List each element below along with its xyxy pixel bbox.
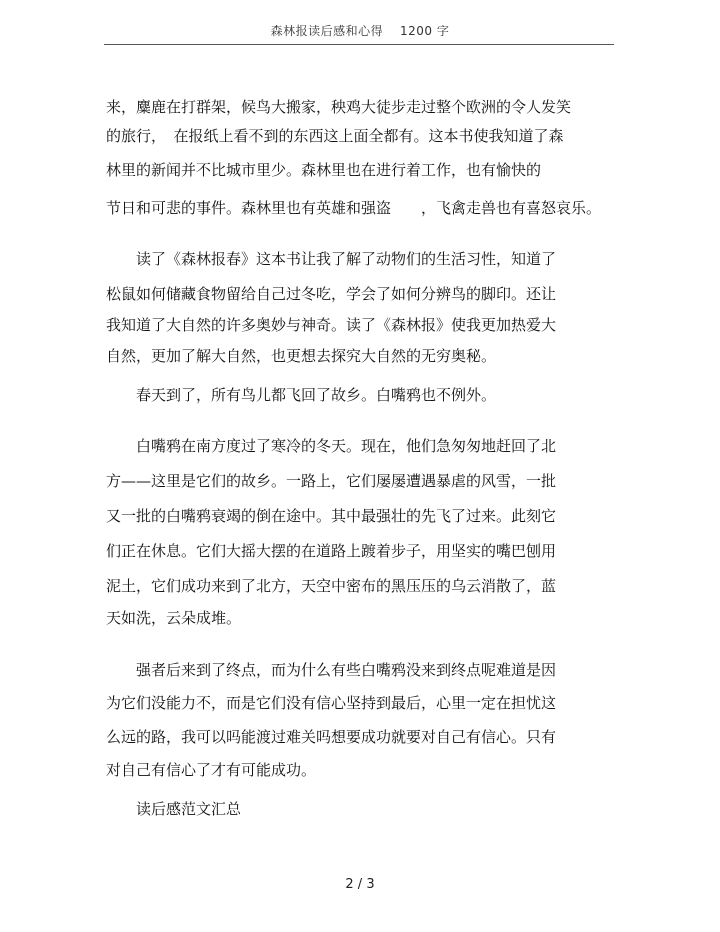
text-line: 春天到了，所有鸟儿都飞回了故乡。白嘴鸦也不例外。 — [106, 386, 497, 404]
text-line: 读了《森林报春》这本书让我了解了动物们的生活习性，知道了 — [106, 250, 557, 268]
text-line: 泥土，它们成功来到了北方，天空中密布的黑压压的乌云消散了，蓝 — [106, 577, 557, 595]
text-line: 为它们没能力不，而是它们没有信心坚持到最后，心里一定在担忧这 — [106, 694, 557, 712]
text-line: 我知道了大自然的许多奥妙与神奇。读了《森林报》使我更加热爱大 — [106, 316, 557, 334]
text-line: 松鼠如何储藏食物留给自己过冬吃，学会了如何分辨鸟的脚印。还让 — [106, 285, 557, 303]
text-line: 来，麋鹿在打群架，候鸟大搬家，秧鸡大徒步走过整个欧洲的令人发笑 — [106, 98, 572, 116]
text-line: 们正在休息。它们大摇大摆的在道路上踱着步子，用坚实的嘴巴刨用 — [106, 542, 557, 560]
text-line: 么远的路，我可以吗能渡过难关吗想要成功就要对自己有信心。只有 — [106, 728, 557, 746]
text-line: 的旅行， 在报纸上看不到的东西这上面全都有。这本书使我知道了森 — [106, 127, 564, 145]
header-divider — [104, 44, 614, 45]
text-line: 强者后来到了终点，而为什么有些白嘴鸦没来到终点呢难道是因 — [106, 661, 557, 679]
text-line: 自然，更加了解大自然，也更想去探究大自然的无穷奥秘。 — [106, 347, 497, 365]
page-number: 2 / 3 — [345, 877, 375, 892]
section-heading: 读后感范文汇总 — [106, 800, 242, 818]
text-line: 节日和可悲的事件。森林里也有英雄和强盗 ，飞禽走兽也有喜怒哀乐。 — [106, 199, 602, 217]
text-line: 又一批的白嘴鸦衰竭的倒在途中。其中最强壮的先飞了过来。此刻它 — [106, 507, 557, 525]
text-line: 方——这里是它们的故乡。一路上，它们屡屡遭遇暴虐的风雪，一批 — [106, 472, 557, 490]
text-line: 对自己有信心了才有可能成功。 — [106, 761, 317, 779]
header-title: 森林报读后感和心得 1200 字 — [270, 24, 450, 38]
text-line: 白嘴鸦在南方度过了寒冷的冬天。现在，他们急匆匆地赶回了北 — [106, 437, 557, 455]
text-line: 林里的新闻并不比城市里少。森林里也在进行着工作，也有愉快的 — [106, 161, 542, 179]
text-line: 天如洗，云朵成堆。 — [106, 609, 242, 627]
